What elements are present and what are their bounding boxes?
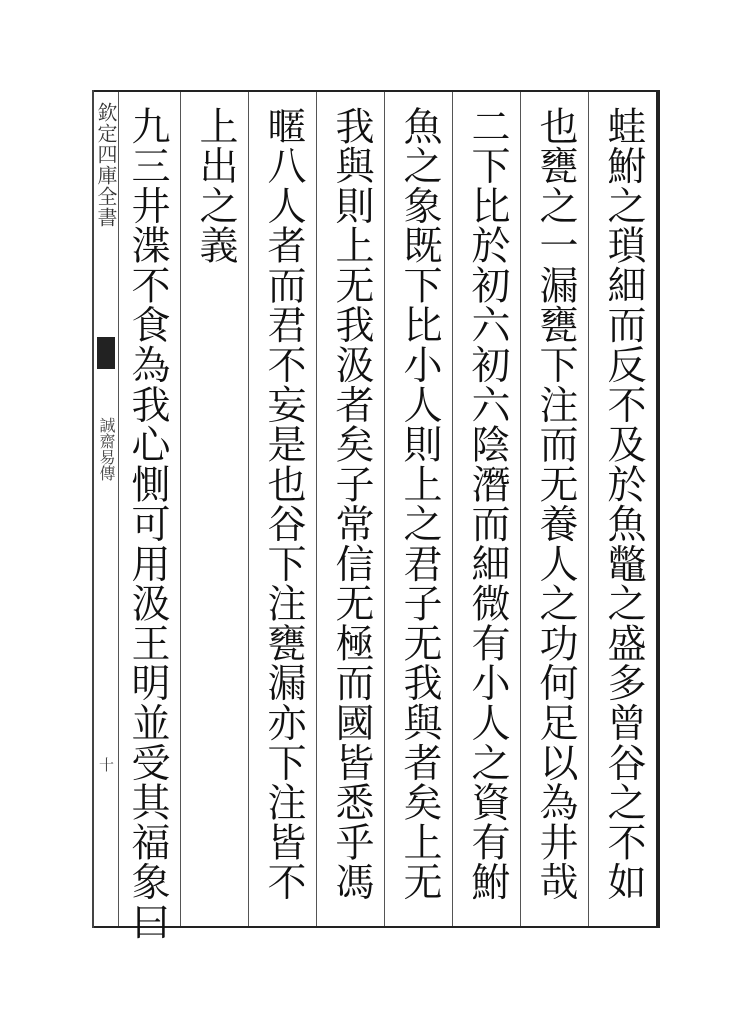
text-column-8 [118, 92, 180, 942]
text-column-1 [588, 92, 656, 926]
text-column-4 [384, 92, 452, 926]
banxin-page-number: 十 [97, 757, 115, 772]
banxin-title: 欽定四庫全書 [94, 102, 118, 228]
column-text: 我與則上无我汲者矣子常信无極而國皆悉乎馮 [329, 106, 374, 902]
column-text: 二下比於初六初六陰潛而細微有小人之資有鮒 [465, 106, 510, 902]
column-text: 蛙鮒之瑣細而反不及於魚鼈之盛多曾谷之不如 [601, 106, 646, 902]
column-text: 九三井渫不食為我心惻可用汲王明並受其福象曰 [125, 106, 170, 942]
frame-right-border [656, 90, 660, 928]
fish-tail-mark-icon [97, 337, 115, 369]
column-text: 暱八人者而君不妄是也谷下注甕漏亦下注皆不 [261, 106, 306, 902]
column-text: 上出之義 [193, 106, 238, 266]
column-text: 魚之象既下比小人則上之君子无我與者矣上无 [397, 106, 442, 902]
text-column-7 [180, 92, 248, 926]
banxin-book-title: 誠齋易傳 [97, 417, 116, 481]
text-column-3 [452, 92, 520, 926]
text-column-2 [520, 92, 588, 926]
book-page [92, 90, 660, 942]
text-column-6 [248, 92, 316, 926]
column-text: 也甕之一漏甕下注而无養人之功何足以為井哉 [533, 106, 578, 902]
text-column-5 [316, 92, 384, 926]
